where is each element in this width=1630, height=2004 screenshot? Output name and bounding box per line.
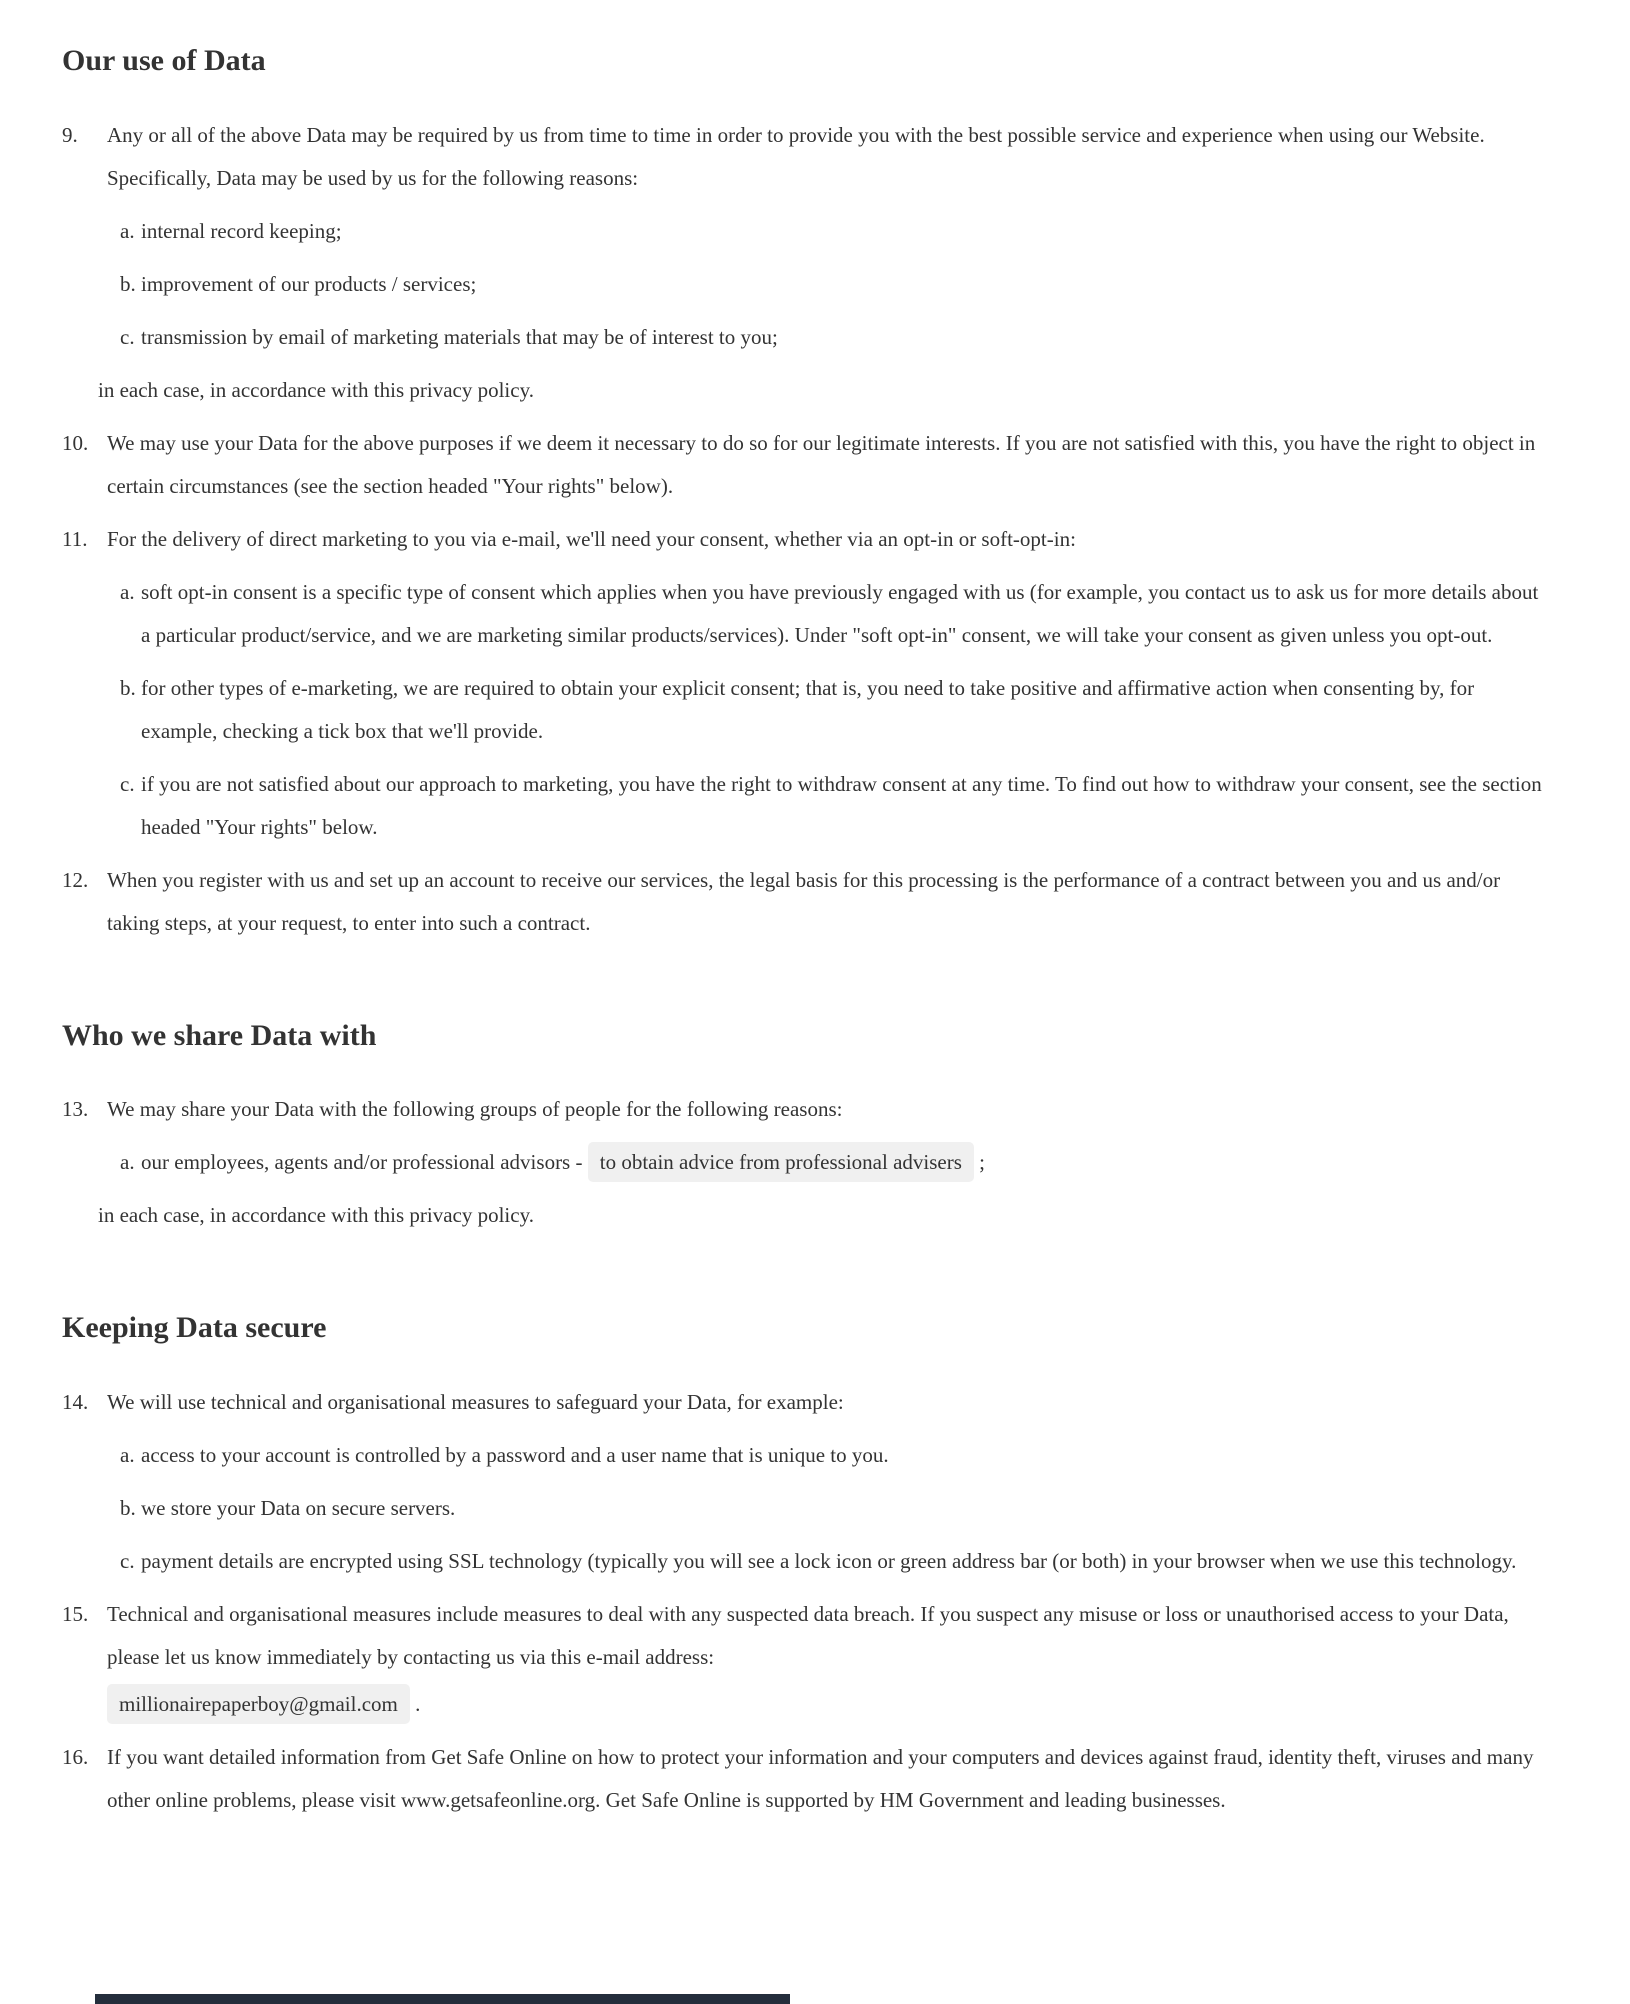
list-item-10 [62,422,1552,508]
case-note-1: in each case, in accordance with this privacy policy. [98,377,534,402]
bottom-cropped-bar [95,1994,790,2004]
sub-item-marker-11b: b. [120,675,136,700]
sub-item-text-9b: improvement of our products / services; [141,271,477,296]
item-number-11: 11. [62,526,88,551]
item-number-16: 16. [62,1744,89,1769]
section-heading-who-we-share-data-with: Who we share Data with [62,1018,377,1052]
sub-item-marker-9c: c. [120,324,135,349]
sub-item-text-9c: transmission by email of marketing materials that may be of interest to you; [141,324,778,349]
sub-item-13a [120,1141,1552,1184]
sub-item-text-11b: for other types of e-marketing, we are required to obtain your explicit consent; that is, you need to take positive and affirmative action when consenting by, for example, checking a tick box that we'll provide. [141,675,1475,743]
item-number-14: 14. [62,1389,89,1414]
sub-item-marker-14c: c. [120,1548,135,1573]
sub-item-14a [120,1434,1552,1477]
section-heading-our-use-of-data: Our use of Data [62,44,266,77]
section-who-we-share-data-with [62,1017,1552,1238]
sub-item-text-13a [141,1141,1552,1184]
list-item-14 [62,1381,1552,1424]
item-number-12: 12. [62,867,89,892]
email-address-highlight: millionairepaperboy@gmail.com [107,1684,410,1724]
sub-item-9a [120,210,1552,253]
sub-item-text-11c: if you are not satisfied about our approach to marketing, you have the right to withdraw consent at any time. To find out how to withdraw your consent, see the section headed "Your rights" below. [141,771,1542,839]
section-keeping-data-secure [62,1309,1552,1822]
sub-item-marker-14b: b. [120,1495,136,1520]
item-15-suffix: . [409,1691,421,1716]
sub-item-11a [120,571,1552,657]
section-heading-keeping-data-secure: Keeping Data secure [62,1311,327,1344]
sub-item-14c [120,1540,1552,1583]
item-15-email-line [107,1683,1552,1726]
sub-item-text-11a: soft opt-in consent is a specific type of consent which applies when you have previously engaged with us (for example, you contact us to ask us for more details about a particular product/service, and we are marketing similar products/services). Under "soft opt-in" consent, we will take your consent as given unless you opt-out. [141,579,1539,647]
sub-item-marker-14a: a. [120,1442,135,1467]
list-item-11 [62,518,1552,561]
list-item-15 [62,1593,1552,1726]
item-text-15 [107,1593,1552,1726]
sub-item-marker-9b: b. [120,271,136,296]
sub-item-11c [120,763,1552,849]
section-our-use-of-data [62,42,1552,945]
sub-item-11b [120,667,1552,753]
sub-item-13a-prefix: our employees, agents and/or professional advisors - [141,1150,588,1174]
sub-item-text-14b: we store your Data on secure servers. [141,1495,456,1520]
item-number-15: 15. [62,1601,89,1626]
case-note-2: in each case, in accordance with this privacy policy. [98,1203,534,1227]
sub-item-marker-11c: c. [120,771,135,796]
list-item-16 [62,1736,1552,1822]
item-text-10: We may use your Data for the above purposes if we deem it necessary to do so for our legitimate interests. If you are not satisfied with this, you have the right to object in certain circumstances (see the section headed "Your rights" below). [107,430,1536,498]
item-text-14: We will use technical and organisational measures to safeguard your Data, for example: [107,1389,844,1414]
sub-item-9b [120,263,1552,306]
sub-item-text-14c: payment details are encrypted using SSL technology (typically you will see a lock icon or green address bar (or both) in your browser when we use this technology. [141,1548,1517,1573]
sub-item-text-9a: internal record keeping; [141,218,342,243]
item-text-11: For the delivery of direct marketing to you via e-mail, we'll need your consent, whether via an opt-in or soft-opt-in: [107,526,1076,551]
list-item-9 [62,114,1552,200]
list-item-12 [62,859,1552,945]
item-text-12: When you register with us and set up an account to receive our services, the legal basis for this processing is the performance of a contract between you and us and/or taking steps, at your request, to enter into such a contract. [107,867,1501,935]
item-number-9: 9. [62,122,78,147]
sub-item-9c [120,316,1552,359]
sub-item-marker-9a: a. [120,218,135,243]
list-item-13 [62,1088,1552,1131]
item-15-text: Technical and organisational measures include measures to deal with any suspected data breach. If you suspect any misuse or loss or unauthorised access to your Data, please let us know immediately by contacting us via this e-mail address: [107,1601,1509,1669]
sub-item-marker-11a: a. [120,579,135,604]
sub-item-marker-13a: a. [120,1150,135,1174]
sub-item-14b [120,1487,1552,1530]
item-text-9: Any or all of the above Data may be required by us from time to time in order to provide you with the best possible service and experience when using our Website. Specifically, Data may be used by us for the following reasons: [107,122,1485,190]
sub-item-13a-suffix: ; [973,1150,985,1174]
item-number-13: 13. [62,1097,89,1121]
sub-item-text-14a: access to your account is controlled by a password and a user name that is unique to you. [141,1442,889,1467]
item-text-13: We may share your Data with the following groups of people for the following reasons: [107,1097,843,1121]
item-number-10: 10. [62,430,89,455]
professional-advisers-highlight: to obtain advice from professional advisers [588,1142,974,1182]
item-text-16: If you want detailed information from Get Safe Online on how to protect your information and your computers and devices against fraud, identity theft, viruses and many other online problems, please visit www.getsafeonline.org. Get Safe Online is supported by HM Government and leading businesses. [107,1744,1534,1812]
